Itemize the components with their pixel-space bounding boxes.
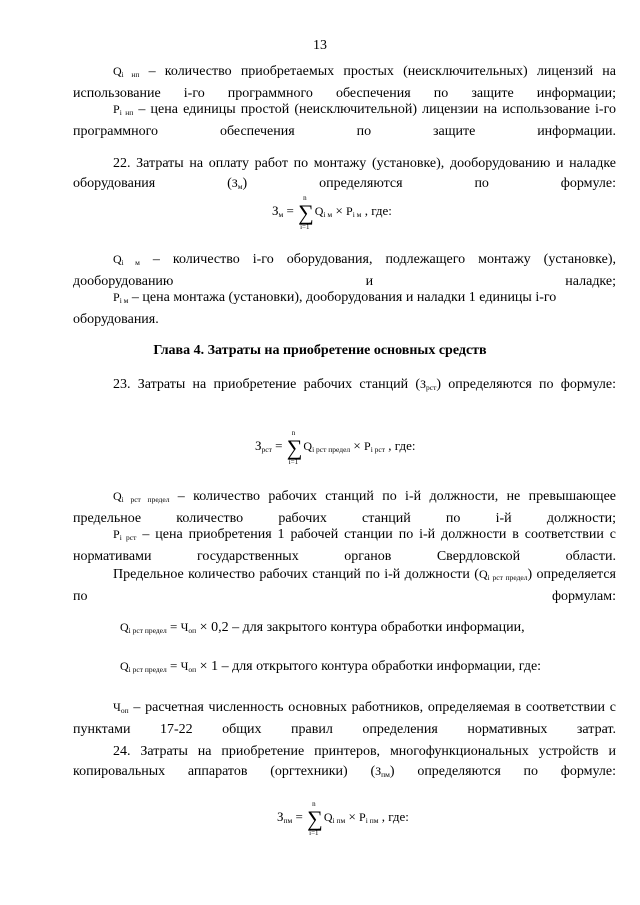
definition-q-rst: $Q_{i рст предел}$ – количество рабочих станций по i-й должности, не превышающее предельное количество рабочих станций по i-й должности;: [73, 489, 617, 526]
chapter-heading: Глава 4. Затраты на приобретение основных средств: [153, 343, 487, 358]
clause-23: 23. Затраты на приобретение рабочих станций $(З_{рст})$ определяются по формуле:: [113, 377, 616, 392]
symbol: Q: [113, 64, 122, 78]
sigma-symbol: ∑ n i=1: [307, 800, 323, 837]
formula-closed-contour: $Q_{i рст предел} = Ч_{оп} \times 0,2$ – для закрытого контура обработки информации,: [120, 619, 525, 635]
clause-24: 24. Затраты на приобретение принтеров, многофункциональных устройств и копировальных аппаратов (оргтехники) $(З_{пм})$ определяются по формуле:: [73, 744, 616, 779]
formula-installation: $З_м$ = ∑ n i=1 $Q_{i м} \times P_{i м}$ , где:: [272, 194, 392, 231]
definition-q-m: $Q_{i м}$ – количество i-го оборудования, подлежащего монтажу (установке), дооборудованию и наладке;: [73, 252, 616, 289]
definition-q-np: $Q_{i нп}$ – количество приобретаемых простых (неисключительных) лицензий на использование i-го программного обеспечения по защите информации;: [73, 64, 616, 101]
definition-p-rst: $P_{i рст}$ – цена приобретения 1 рабочей станции по i-й должности в соответствии с нормативами государственных органов Свердловской области.: [73, 527, 616, 564]
sigma-symbol: ∑ n i=1: [286, 429, 303, 466]
definition-ch-op: $Ч_{оп}$ – расчетная численность основных работников, определяемая в соответствии с пунктами 17-22 общих правил определения нормативных затрат.: [73, 700, 616, 737]
clause-22: 22. Затраты на оплату работ по монтажу (установке), дооборудованию и наладке оборудования $(З_м)$ определяются по формуле:: [73, 156, 616, 191]
symbol: P: [113, 102, 120, 116]
formula-printers: $З_{пм}$ = ∑ n i=1 $Q_{i пм} \times P_{i пм}$ , где:: [277, 800, 409, 837]
formula-open-contour: $Q_{i рст предел} = Ч_{оп} \times 1$ – для открытого контура обработки информации, где:: [120, 658, 542, 674]
limit-paragraph: Предельное количество рабочих станций по i-й должности $(Q_{i рст предел})$ определяется по формулам:: [73, 567, 616, 604]
formula-workstations: $З_{рст}$ = ∑ n i=1 $Q_{i рст предел} \times P_{i рст}$ , где:: [255, 429, 416, 466]
sigma-symbol: ∑ n i=1: [298, 194, 314, 231]
definition-p-np: $P_{i нп}$ – цена единицы простой (неисключительной) лицензии на использование i-го программного обеспечения по защите информации.: [73, 102, 616, 139]
definition-p-m: $P_{i м}$ – цена монтажа (установки), дооборудования и наладки 1 единицы i-го оборудования.: [73, 290, 557, 327]
page-number: 13: [313, 38, 327, 53]
